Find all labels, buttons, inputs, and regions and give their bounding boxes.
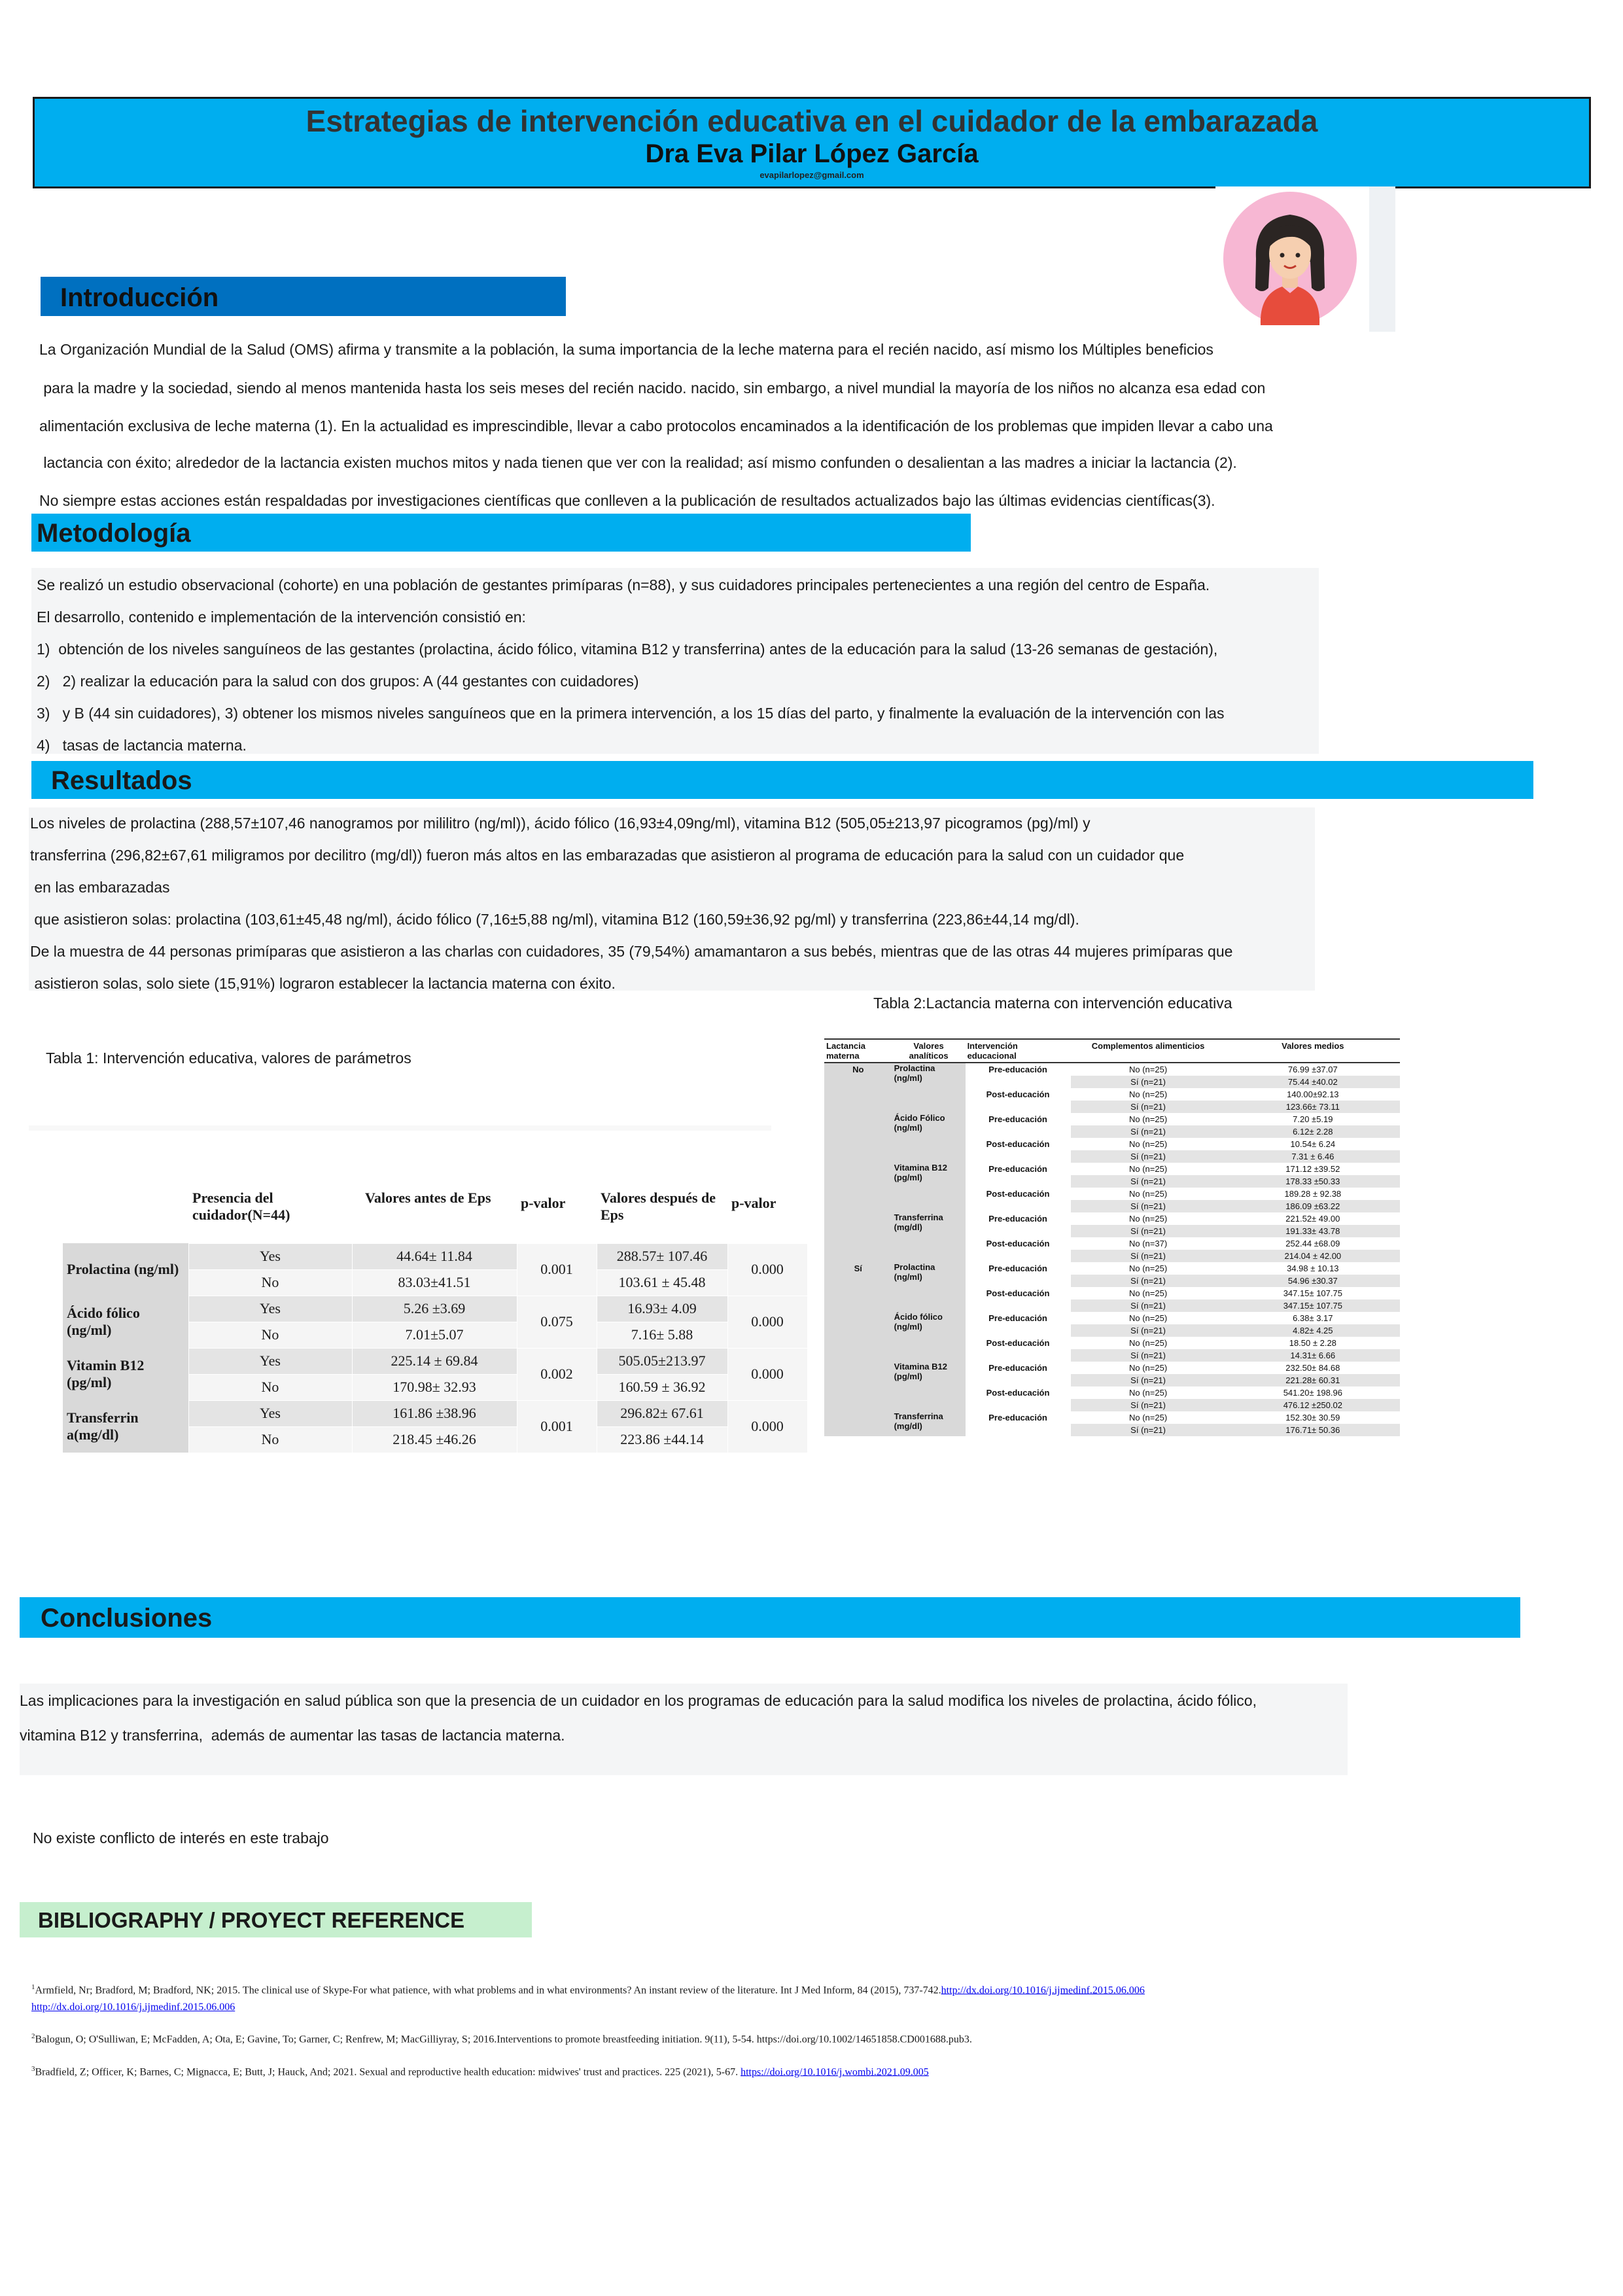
t1-cell: 218.45 ±46.26: [352, 1426, 517, 1453]
t2-comp: No (n=25): [1129, 1413, 1168, 1422]
t1-cell: 0.002: [517, 1348, 597, 1400]
t2-header: Valores medios: [1226, 1039, 1400, 1063]
tabla2: [824, 1038, 1400, 1436]
t2-comp: No (n=25): [1129, 1164, 1168, 1174]
metodologia-line: Se realizó un estudio observacional (cohorte) en una población de gestantes primíparas (n=88), y sus cuidadores principales pertenecientes a una región del centro de España.: [37, 576, 1210, 593]
t1-header: Presencia del cuidador(N=44): [192, 1190, 290, 1223]
section-conclusiones-heading: Conclusiones: [20, 1597, 1520, 1638]
t2-phase: Post-educación: [986, 1288, 1050, 1298]
t2-value: 34.98 ± 10.13: [1287, 1263, 1339, 1273]
t2-comp: Sí (n=21): [1071, 1125, 1226, 1138]
t1-cell: 0.000: [727, 1243, 807, 1296]
metodologia-text: [31, 568, 1319, 754]
section-resultados-heading: Resultados: [31, 761, 1533, 799]
t1-param-label: Vitamin B12 (pg/ml): [63, 1348, 188, 1400]
intro-line: alimentación exclusiva de leche materna (1). En la actualidad es imprescindible, llevar a cabo protocolos encaminados a la identificación de los problemas que impiden llevar a cabo una: [39, 417, 1273, 434]
t2-row: [824, 1113, 1400, 1125]
t2-value: 171.12 ±39.52: [1285, 1164, 1340, 1174]
t1-cell: 0.000: [727, 1400, 807, 1453]
resultados-line: asistieron solas, solo siete (15,91%) lograron establecer la lactancia materna con éxito.: [30, 975, 616, 992]
t2-phase: Pre-educación: [988, 1214, 1047, 1224]
t2-comp: Sí (n=21): [1071, 1150, 1226, 1163]
t2-comp: Sí (n=21): [1071, 1324, 1226, 1337]
t2-phase: Post-educación: [986, 1239, 1050, 1248]
t2-value: 140.00±92.13: [1287, 1089, 1339, 1099]
t1-cell: 170.98± 32.93: [352, 1374, 517, 1400]
t2-phase: Post-educación: [986, 1338, 1050, 1348]
t1-row: [63, 1296, 807, 1322]
t2-value: 6.38± 3.17: [1293, 1313, 1333, 1323]
t2-comp: No (n=25): [1129, 1139, 1168, 1149]
t2-comp: Sí (n=21): [1071, 1175, 1226, 1188]
t2-value: 541.20± 198.96: [1283, 1388, 1342, 1398]
t2-analyte: Transferrina (mg/dl): [892, 1212, 966, 1262]
t2-row: [824, 1163, 1400, 1175]
t1-header: Valores después de Eps: [601, 1190, 716, 1223]
t2-analyte: Prolactina (ng/ml): [892, 1063, 966, 1113]
reference-item: $^1$Armfield, Nr; Bradford, M; Bradford, NK; 2015. The clinical use of Skype-For what patience, with what problems and in what environments? An instant review of the literature. Int J Med Inform, 84 (2015), 737-742.http://dx.doi.org/10.1016/j.ijmedinf.2015.06.006 http://dx.doi.org/10.1016/j.ijmedinf.2015.06.006: [31, 1983, 1145, 2013]
poster-header: [33, 97, 1591, 188]
t2-value: 214.04 ± 42.00: [1226, 1250, 1400, 1262]
t2-phase: [966, 1101, 1071, 1113]
t2-analyte: Transferrina (mg/dl): [892, 1411, 966, 1436]
t2-value: 232.50± 84.68: [1285, 1363, 1340, 1373]
t2-comp: Sí (n=21): [1071, 1424, 1226, 1436]
section-introduccion-heading: Introducción: [41, 277, 566, 316]
t2-analyte: Vitamina B12 (pg/ml): [892, 1362, 966, 1411]
t2-comp: No (n=25): [1129, 1388, 1168, 1398]
t2-phase: [966, 1200, 1071, 1212]
t2-phase: [966, 1324, 1071, 1337]
t1-cell: No: [188, 1322, 352, 1348]
t2-comp: Sí (n=21): [1071, 1250, 1226, 1262]
t2-value: 221.52± 49.00: [1285, 1214, 1340, 1224]
t2-value: 10.54± 6.24: [1290, 1139, 1336, 1149]
t1-cell: 0.001: [517, 1400, 597, 1453]
t2-value: 186.09 ±63.22: [1226, 1200, 1400, 1212]
resultados-line: Los niveles de prolactina (288,57±107,46 nanogramos por mililitro (ng/ml)), ácido fólico (16,93±4,09ng/ml), vitamina B12 (505,05±213,97 picogramos (pg)/ml) y: [30, 815, 1091, 832]
t1-cell: No: [188, 1374, 352, 1400]
t1-cell: 16.93± 4.09: [597, 1296, 727, 1322]
t2-phase: Post-educación: [986, 1388, 1050, 1398]
t2-phase: [966, 1299, 1071, 1312]
t2-value: 76.99 ±37.07: [1287, 1065, 1338, 1074]
t2-phase: [966, 1076, 1071, 1088]
t2-value: 347.15± 107.75: [1226, 1299, 1400, 1312]
t2-phase: [966, 1374, 1071, 1386]
t2-comp: Sí (n=21): [1071, 1101, 1226, 1113]
t2-value: 252.44 ±68.09: [1285, 1239, 1340, 1248]
t1-cell: 288.57± 107.46: [597, 1243, 727, 1269]
t1-cell: 223.86 ±44.14: [597, 1426, 727, 1453]
metodologia-line: 4) tasas de lactancia materna.: [37, 737, 247, 754]
author-email: evapilarlopez@gmail.com: [759, 170, 864, 180]
t2-header: Intervención educacional: [966, 1039, 1071, 1063]
t1-cell: 103.61 ± 45.48: [597, 1269, 727, 1296]
intro-line: para la madre y la sociedad, siendo al menos mantenida hasta los seis meses del recién nacido. nacido, sin embargo, a nivel mundial la mayoría de los niños no alcanza esa edad con: [39, 380, 1266, 397]
conclusiones-text: [20, 1684, 1348, 1775]
t2-comp: Sí (n=21): [1071, 1399, 1226, 1411]
t1-cell: Yes: [188, 1400, 352, 1426]
intro-line: No siempre estas acciones están respaldadas por investigaciones científicas que conlleven a la publicación de resultados actualizados bajo las últimas evidencias científicas(3).: [39, 492, 1215, 509]
t1-cell: No: [188, 1269, 352, 1296]
t2-value: 54.96 ±30.37: [1226, 1275, 1400, 1287]
reference-link[interactable]: http://dx.doi.org/10.1016/j.ijmedinf.2015.06.006: [31, 2002, 236, 2013]
t2-comp: Sí (n=21): [1071, 1349, 1226, 1362]
t2-phase: Pre-educación: [988, 1114, 1047, 1124]
t2-comp: No (n=25): [1129, 1363, 1168, 1373]
t2-phase: Pre-educación: [988, 1413, 1047, 1422]
conflict-statement: No existe conflicto de interés en este trabajo: [33, 1829, 329, 1846]
t2-row: [824, 1411, 1400, 1424]
t1-header: Valores antes de Eps: [365, 1190, 491, 1206]
t1-param-label: Ácido fólico (ng/ml): [63, 1296, 188, 1348]
avatar: [1220, 190, 1361, 327]
t2-phase: [966, 1424, 1071, 1436]
t2-header: Complementos alimenticios: [1071, 1039, 1226, 1063]
t2-phase: [966, 1150, 1071, 1163]
t2-phase: Pre-educación: [988, 1363, 1047, 1373]
t2-phase: Post-educación: [986, 1189, 1050, 1199]
t2-row: [824, 1312, 1400, 1324]
reference-item: $^2$Balogun, O; O'Sulliwan, E; McFadden, A; Ota, E; Gavine, To; Garner, C; Renfrew, M; MacGilliyray, S; 2016.Interventions to promote breastfeeding initiation. 9(11), 5-54. https://doi.org/10.1002/14651858.CD001688.pub3.: [31, 2032, 972, 2045]
t2-header: Valores analíticos: [892, 1039, 966, 1063]
t2-value: 476.12 ±250.02: [1226, 1399, 1400, 1411]
t2-value: 75.44 ±40.02: [1226, 1076, 1400, 1088]
resultados-line: en las embarazadas: [30, 879, 170, 896]
t2-value: 176.71± 50.36: [1226, 1424, 1400, 1436]
t2-phase: [966, 1125, 1071, 1138]
t1-cell: No: [188, 1426, 352, 1453]
t2-comp: No (n=25): [1129, 1313, 1168, 1323]
t2-phase: [966, 1399, 1071, 1411]
t2-value: 7.20 ±5.19: [1293, 1114, 1333, 1124]
reference-link[interactable]: http://dx.doi.org/10.1016/j.ijmedinf.2015.06.006: [941, 1985, 1145, 1996]
t2-comp: No (n=25): [1129, 1214, 1168, 1224]
t1-cell: 0.000: [727, 1348, 807, 1400]
resultados-text: [29, 807, 1315, 991]
t2-phase: Post-educación: [986, 1139, 1050, 1149]
t2-value: 152.30± 30.59: [1285, 1413, 1340, 1422]
metodologia-line: 2) 2) realizar la educación para la salud con dos grupos: A (44 gestantes con cuidadores): [37, 673, 639, 690]
t1-row: [63, 1348, 807, 1374]
references-list: [31, 1979, 1405, 2093]
poster-author: Dra Eva Pilar López García: [645, 139, 979, 168]
t2-comp: No (n=25): [1129, 1189, 1168, 1199]
t1-cell: 83.03±41.51: [352, 1269, 517, 1296]
t1-param-label: Transferrin a(mg/dl): [63, 1400, 188, 1453]
t2-comp: Sí (n=21): [1071, 1076, 1226, 1088]
t2-header: Lactancia materna: [824, 1039, 892, 1063]
t2-phase: [966, 1250, 1071, 1262]
t1-row: [63, 1243, 807, 1269]
t1-cell: 0.000: [727, 1296, 807, 1348]
tabla2-caption: Tabla 2:Lactancia materna con intervención educativa: [873, 995, 1232, 1012]
section-bibliography-heading: BIBLIOGRAPHY / PROYECT REFERENCE: [20, 1902, 532, 1937]
tabla1: [63, 1186, 808, 1453]
t2-comp: Sí (n=21): [1071, 1374, 1226, 1386]
t1-cell: 0.001: [517, 1243, 597, 1296]
t2-analyte: Ácido fólico (ng/ml): [892, 1312, 966, 1362]
t2-comp: Sí (n=21): [1071, 1275, 1226, 1287]
t1-cell: Yes: [188, 1348, 352, 1374]
resultados-line: De la muestra de 44 personas primíparas que asistieron a las charlas con cuidadores, 35 (79,54%) amamantaron a sus bebés, mientras que de las otras 44 mujeres primíparas que: [30, 943, 1233, 960]
t2-comp: Sí (n=21): [1071, 1225, 1226, 1237]
t2-phase: [966, 1225, 1071, 1237]
t2-value: 123.66± 73.11: [1226, 1101, 1400, 1113]
t2-analyte: Vitamina B12 (pg/ml): [892, 1163, 966, 1212]
t1-cell: 0.075: [517, 1296, 597, 1348]
intro-text: [39, 332, 1400, 518]
metodologia-line: El desarrollo, contenido e implementación de la intervención consistió en:: [37, 609, 526, 626]
t1-cell: 44.64± 11.84: [352, 1243, 517, 1269]
t2-value: 7.31 ± 6.46: [1226, 1150, 1400, 1163]
t2-phase: [966, 1175, 1071, 1188]
t1-header: p-valor: [521, 1195, 566, 1211]
section-metodologia-heading: Metodología: [31, 514, 971, 552]
t2-comp: No (n=25): [1129, 1114, 1168, 1124]
t2-row: [824, 1362, 1400, 1374]
t2-value: 18.50 ± 2.28: [1289, 1338, 1336, 1348]
t2-value: 4.82± 4.25: [1226, 1324, 1400, 1337]
t2-lactancia: Sí: [824, 1262, 892, 1436]
t2-value: 191.33± 43.78: [1226, 1225, 1400, 1237]
t2-comp: No (n=25): [1129, 1263, 1168, 1273]
t1-cell: 505.05±213.97: [597, 1348, 727, 1374]
t2-lactancia: No: [824, 1063, 892, 1262]
t1-header: p-valor: [731, 1195, 777, 1211]
t2-comp: No (n=25): [1129, 1338, 1168, 1348]
t2-value: 189.28 ± 92.38: [1284, 1189, 1342, 1199]
t1-cell: Yes: [188, 1296, 352, 1322]
t2-phase: Pre-educación: [988, 1313, 1047, 1323]
t2-phase: Pre-educación: [988, 1164, 1047, 1174]
t2-row: [824, 1212, 1400, 1225]
t2-comp: No (n=25): [1129, 1065, 1168, 1074]
t1-cell: 160.59 ± 36.92: [597, 1374, 727, 1400]
t2-phase: Pre-educación: [988, 1263, 1047, 1273]
t2-row: [824, 1063, 1400, 1076]
t1-cell: Yes: [188, 1243, 352, 1269]
t2-comp: Sí (n=21): [1071, 1299, 1226, 1312]
t1-cell: 225.14 ± 69.84: [352, 1348, 517, 1374]
tabla1-caption: Tabla 1: Intervención educativa, valores de parámetros: [46, 1050, 411, 1067]
t1-cell: 7.16± 5.88: [597, 1322, 727, 1348]
t1-cell: 7.01±5.07: [352, 1322, 517, 1348]
t2-phase: Pre-educación: [988, 1065, 1047, 1074]
metodologia-line: 3) y B (44 sin cuidadores), 3) obtener los mismos niveles sanguíneos que en la primera intervención, a los 15 días del parto, y finalmente la evaluación de la intervención con las: [37, 705, 1225, 722]
t2-analyte: Ácido Fólico (ng/ml): [892, 1113, 966, 1163]
t1-cell: 161.86 ±38.96: [352, 1400, 517, 1426]
conclusiones-line: vitamina B12 y transferrina, además de aumentar las tasas de lactancia materna.: [20, 1727, 565, 1744]
t1-row: [63, 1400, 807, 1426]
avatar-side-strip: [1369, 186, 1395, 332]
t2-value: 221.28± 60.31: [1226, 1374, 1400, 1386]
t2-comp: No (n=37): [1129, 1239, 1168, 1248]
t2-value: 178.33 ±50.33: [1226, 1175, 1400, 1188]
tabla1-divider: [29, 1125, 771, 1131]
metodologia-line: 1) obtención de los niveles sanguíneos de las gestantes (prolactina, ácido fólico, vitamina B12 y transferrina) antes de la educación para la salud (13-26 semanas de gestación),: [37, 641, 1218, 658]
poster-title: Estrategias de intervención educativa en el cuidador de la embarazada: [305, 104, 1318, 138]
intro-line: lactancia con éxito; alrededor de la lactancia existen muchos mitos y nada tienen que ver con la realidad; así mismo confunden o desalientan a las madres a iniciar la lactancia (2).: [39, 454, 1237, 471]
t2-row: [824, 1262, 1400, 1275]
t1-param-label: Prolactina (ng/ml): [63, 1243, 188, 1296]
resultados-line: que asistieron solas: prolactina (103,61±45,48 ng/ml), ácido fólico (7,16±5,88 ng/ml), vitamina B12 (160,59±36,92 pg/ml) y transferrina (223,86±44,14 mg/dl).: [30, 911, 1079, 928]
t2-comp: No (n=25): [1129, 1089, 1168, 1099]
t2-phase: [966, 1349, 1071, 1362]
t2-value: 14.31± 6.66: [1226, 1349, 1400, 1362]
t2-value: 6.12± 2.28: [1226, 1125, 1400, 1138]
intro-line: La Organización Mundial de la Salud (OMS) afirma y transmite a la población, la suma importancia de la leche materna para el recién nacido, así mismo los Múltiples beneficios: [39, 341, 1213, 358]
t1-cell: 5.26 ±3.69: [352, 1296, 517, 1322]
conclusiones-line: Las implicaciones para la investigación en salud pública son que la presencia de un cuidador en los programas de educación para la salud modifica los niveles de prolactina, ácido fólico,: [20, 1692, 1257, 1709]
t2-phase: Post-educación: [986, 1089, 1050, 1099]
t2-analyte: Prolactina (ng/ml): [892, 1262, 966, 1312]
t2-comp: No (n=25): [1129, 1288, 1168, 1298]
reference-item: $^3$Bradfield, Z; Officer, K; Barnes, C; Mignacca, E; Butt, J; Hauck, And; 2021. Sexual and reproductive health education: midwives' trust and practices. 225 (2021), 5-67. https://doi.org/10.1016/j.wombi.2021.09.005: [31, 2064, 929, 2077]
t2-phase: [966, 1275, 1071, 1287]
t1-cell: 296.82± 67.61: [597, 1400, 727, 1426]
resultados-line: transferrina (296,82±67,61 miligramos por decilitro (mg/dl)) fueron más altos en las embarazadas que asistieron al programa de educación para la salud con un cuidador que: [30, 847, 1185, 864]
reference-link[interactable]: https://doi.org/10.1016/j.wombi.2021.09.005: [741, 2066, 929, 2077]
t2-value: 347.15± 107.75: [1283, 1288, 1342, 1298]
t2-comp: Sí (n=21): [1071, 1200, 1226, 1212]
